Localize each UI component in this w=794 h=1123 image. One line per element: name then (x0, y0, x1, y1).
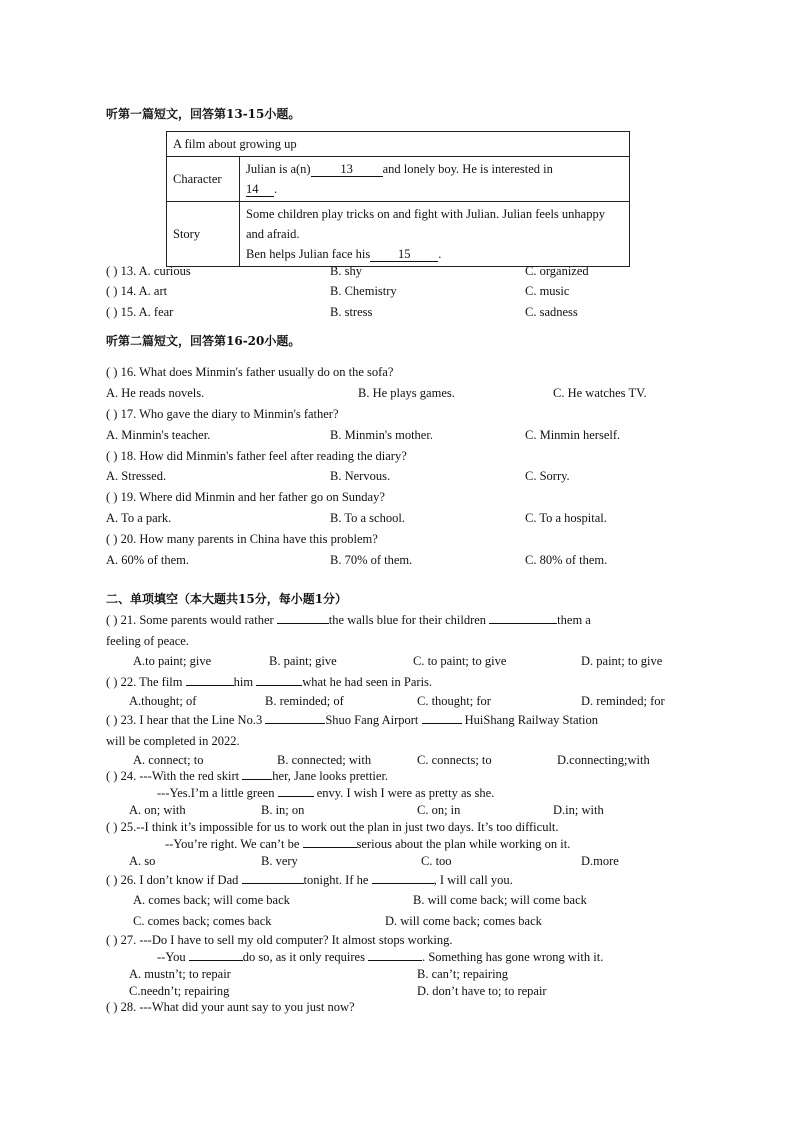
question-25: ( ) 25.--I think it’s impossible for us to work out the plan in just two days. It’s too difficult. (106, 820, 559, 834)
q26-option-c: C. comes back; comes back (133, 914, 272, 928)
q16-option-a: A. He reads novels. (106, 386, 205, 400)
question-19: ( ) 19. Where did Minmin and her father go on Sunday? (106, 490, 385, 504)
q15-option-c: C. sadness (525, 305, 578, 319)
q24-response-2: envy. I wish I were as pretty as she. (316, 786, 495, 800)
q16-option-c: C. He watches TV. (553, 386, 647, 400)
q23-option-a: A. connect; to (133, 753, 204, 767)
q22-stem-3: what he had seen in Paris. (302, 675, 433, 689)
q26-blank-2 (372, 883, 434, 884)
q27-blank-1 (189, 960, 243, 961)
q16-option-b: B. He plays games. (358, 386, 455, 400)
q18-option-c: C. Sorry. (525, 469, 570, 483)
q26-stem-2: tonight. If he (303, 873, 369, 887)
q24-option-c: C. on; in (417, 803, 461, 817)
question-16: ( ) 16. What does Minmin's father usually do on the sofa? (106, 365, 394, 379)
q25-option-b: B. very (261, 854, 298, 868)
q18-option-b: B. Nervous. (330, 469, 391, 483)
q17-option-c: C. Minmin herself. (525, 428, 621, 442)
question-13: ( ) 13. A. curious (106, 264, 191, 278)
q26-option-a: A. comes back; will come back (133, 893, 290, 907)
q25-option-a: A. so (129, 854, 156, 868)
q25-option-c: C. too (421, 854, 452, 868)
story-line-2: Ben helps Julian face his (246, 247, 371, 261)
table-title: A film about growing up (167, 132, 630, 157)
q27-option-a: A. mustn’t; to repair (129, 967, 231, 981)
q21-option-c: C. to paint; to give (413, 654, 507, 668)
question-20: ( ) 20. How many parents in China have this problem? (106, 532, 378, 546)
q24-option-d: D.in; with (553, 803, 604, 817)
q21-option-d: D. paint; to give (581, 654, 663, 668)
q24-stem-1: ( ) 24. ---With the red skirt (106, 769, 240, 783)
section-heading-passage-1: 听第一篇短文，回答第13-15小题。 (106, 107, 301, 121)
character-text-end: . (274, 182, 278, 196)
question-27: ( ) 27. ---Do I have to sell my old computer? It almost stops working. (106, 933, 453, 947)
q25-blank (303, 847, 357, 848)
question-23 (106, 712, 598, 728)
table-label-character: Character (167, 157, 240, 202)
question-14: ( ) 14. A. art (106, 284, 168, 298)
table-row (167, 132, 630, 157)
q26-stem-1: ( ) 26. I don’t know if Dad (106, 873, 239, 887)
q26-stem-3: , I will call you. (433, 873, 513, 887)
character-text-a: Julian is a(n) (246, 162, 311, 176)
blank-15: 15 (370, 247, 438, 262)
q20-option-b: B. 70% of them. (330, 553, 413, 567)
q14-option-c: C. music (525, 284, 570, 298)
q21-stem-cont: feeling of peace. (106, 634, 189, 648)
character-text-b: and lonely boy. He is interested in (382, 162, 553, 176)
story-line-1: Some children play tricks on and fight with Julian. Julian feels unhappy and afraid. (246, 207, 605, 241)
q22-option-b: B. reminded; of (265, 694, 344, 708)
q20-option-c: C. 80% of them. (525, 553, 608, 567)
q23-stem-cont: will be completed in 2022. (106, 734, 240, 748)
q24-stem-2: her, Jane looks prettier. (272, 769, 389, 783)
question-22 (106, 674, 432, 690)
q23-option-d: D.connecting;with (557, 753, 650, 767)
section-heading-single-choice: 二、单项填空（本大题共15分，每小题1分） (106, 592, 348, 606)
q24-blank-2 (278, 796, 314, 797)
q18-option-a: A. Stressed. (106, 469, 167, 483)
q20-option-a: A. 60% of them. (106, 553, 189, 567)
question-28: ( ) 28. ---What did your aunt say to you just now? (106, 1000, 355, 1014)
q25-option-d: D.more (581, 854, 619, 868)
q24-response-1: ---Yes.I’m a little green (157, 786, 275, 800)
q13-option-b: B. shy (330, 264, 362, 278)
q22-option-c: C. thought; for (417, 694, 491, 708)
q21-blank-1 (277, 623, 329, 624)
story-line-2-end: . (438, 247, 442, 261)
question-17: ( ) 17. Who gave the diary to Minmin's father? (106, 407, 339, 421)
q19-option-c: C. To a hospital. (525, 511, 607, 525)
q22-stem-2: him (233, 675, 254, 689)
table-cell-character (240, 157, 630, 202)
question-24 (106, 768, 388, 784)
q26-blank-1 (242, 883, 304, 884)
q19-option-b: B. To a school. (330, 511, 405, 525)
q22-blank-2 (256, 685, 302, 686)
blank-14: 14 (246, 182, 274, 197)
q25-response-2: serious about the plan while working on it. (356, 837, 571, 851)
q14-option-b: B. Chemistry (330, 284, 397, 298)
q23-blank-2 (422, 723, 462, 724)
q27-blank-2 (368, 960, 422, 961)
q27-response-2: do so, as it only requires (242, 950, 365, 964)
q26-option-b: B. will come back; will come back (413, 893, 587, 907)
q24-blank-1 (242, 779, 272, 780)
q23-stem-3: HuiShang Railway Station (464, 713, 598, 727)
q21-blank-2 (489, 623, 557, 624)
q23-stem-2: Shuo Fang Airport (325, 713, 419, 727)
question-15: ( ) 15. A. fear (106, 305, 174, 319)
q13-option-c: C. organized (525, 264, 589, 278)
q25-response (165, 836, 570, 852)
blank-13: 13 (311, 162, 383, 177)
q22-blank-1 (186, 685, 234, 686)
q24-option-b: B. in; on (261, 803, 305, 817)
q22-option-d: D. reminded; for (581, 694, 665, 708)
question-18: ( ) 18. How did Minmin's father feel after reading the diary? (106, 449, 407, 463)
q24-option-a: A. on; with (129, 803, 186, 817)
q21-stem-3: them a (557, 613, 591, 627)
q21-option-b: B. paint; give (269, 654, 337, 668)
q21-stem-1: ( ) 21. Some parents would rather (106, 613, 274, 627)
question-26 (106, 872, 513, 888)
q15-option-b: B. stress (330, 305, 373, 319)
q23-stem-1: ( ) 23. I hear that the Line No.3 (106, 713, 263, 727)
section-heading-passage-2: 听第二篇短文，回答第16-20小题。 (106, 334, 301, 348)
q23-option-b: B. connected; with (277, 753, 372, 767)
q21-option-a: A.to paint; give (133, 654, 212, 668)
q19-option-a: A. To a park. (106, 511, 172, 525)
q23-blank-1 (265, 723, 325, 724)
q17-option-b: B. Minmin's mother. (330, 428, 433, 442)
table-cell-story (240, 202, 630, 267)
q27-response-1: --You (157, 950, 186, 964)
q27-option-c: C.needn’t; repairing (129, 984, 230, 998)
q24-response (157, 785, 494, 801)
q26-option-d: D. will come back; comes back (385, 914, 542, 928)
question-21 (106, 612, 690, 628)
q21-stem-2: the walls blue for their children (328, 613, 487, 627)
table-row (167, 202, 630, 267)
q27-option-d: D. don’t have to; to repair (417, 984, 547, 998)
q22-stem-1: ( ) 22. The film (106, 675, 183, 689)
q22-option-a: A.thought; of (129, 694, 197, 708)
q23-option-c: C. connects; to (417, 753, 492, 767)
q27-response-3: . Something has gone wrong with it. (422, 950, 604, 964)
q25-response-1: --You’re right. We can’t be (165, 837, 300, 851)
info-table (166, 131, 630, 267)
table-row (167, 157, 630, 202)
table-label-story: Story (167, 202, 240, 267)
q17-option-a: A. Minmin's teacher. (106, 428, 211, 442)
q27-response (157, 949, 603, 965)
q27-option-b: B. can’t; repairing (417, 967, 509, 981)
